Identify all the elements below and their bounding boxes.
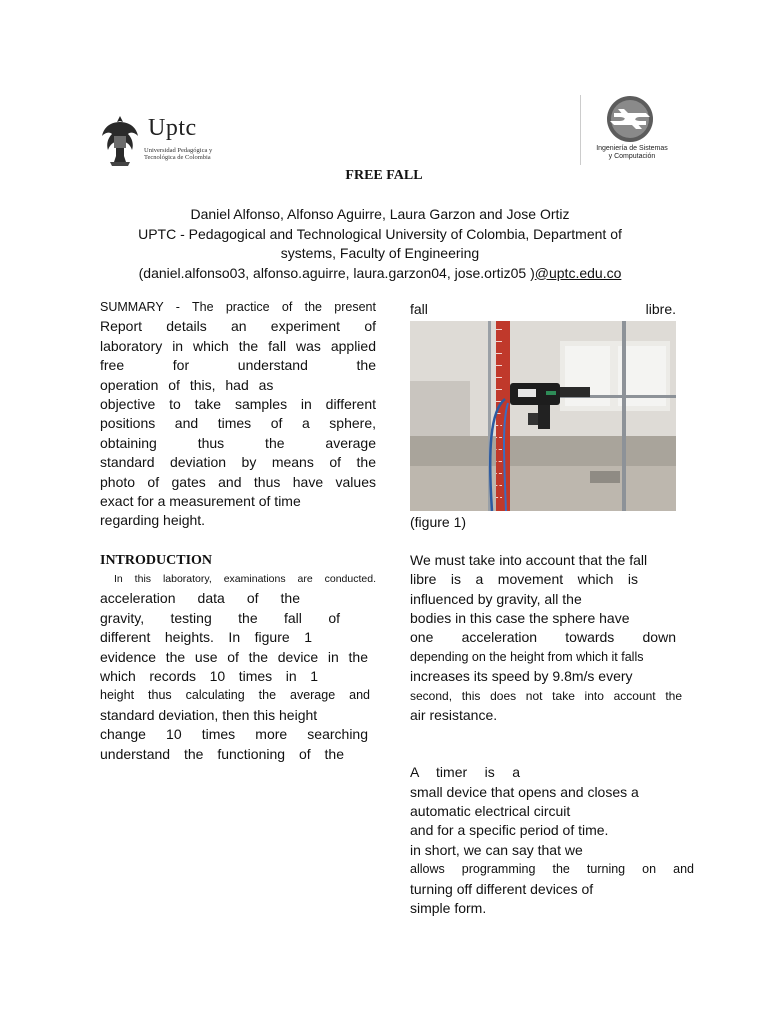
- left-column: [100, 298, 376, 764]
- summary-line: operation of this, had as: [100, 376, 274, 393]
- introduction-line: change 10 times more searching: [100, 726, 368, 743]
- logo-divider: [580, 95, 581, 165]
- summary-line: standard deviation by means of the: [100, 454, 376, 471]
- timer-paragraph: [410, 763, 694, 918]
- summary-line: laboratory in which the fall was applied: [100, 337, 376, 354]
- gravity-line: libre is a movement which is: [410, 571, 638, 588]
- summary-line: photo of gates and thus have values: [100, 473, 376, 490]
- summary-line: regarding height.: [100, 512, 206, 529]
- figure-1-photo: [410, 321, 676, 511]
- summary-line: exact for a measurement of time: [100, 492, 301, 509]
- introduction-line: which records 10 times in 1: [100, 668, 318, 685]
- gravity-line: We must take into account that the fall: [410, 551, 648, 568]
- timer-line: in short, we can say that we: [410, 841, 583, 858]
- timer-line: turning off different devices of: [410, 880, 594, 897]
- gravity-line: bodies in this case the sphere have: [410, 609, 630, 626]
- summary-line: Report details an experiment of: [100, 318, 376, 335]
- uptc-logo-text: Uptc: [148, 115, 197, 141]
- gravity-paragraph: [410, 551, 682, 726]
- uptc-logo-subtitle: Universidad Pedagógica y Tecnológica de Colombia: [144, 147, 213, 161]
- timer-line: simple form.: [410, 900, 487, 917]
- gravity-line: depending on the height from which it falls: [410, 649, 644, 664]
- summary-line: objective to take samples in different: [100, 395, 376, 412]
- gravity-line: one acceleration towards down: [410, 629, 676, 646]
- lab-apparatus-illustration: [410, 321, 676, 511]
- author-block: [100, 205, 660, 283]
- introduction-line: evidence the use of the device in the: [100, 648, 368, 665]
- author-names: Daniel Alfonso, Alfonso Aguirre, Laura Garzon and Jose Ortiz: [190, 206, 570, 222]
- systems-s-emblem-icon: [606, 95, 654, 143]
- introduction-paragraph: [100, 570, 376, 764]
- gravity-line: influenced by gravity, all the: [410, 590, 582, 607]
- timer-line: small device that opens and closes a: [410, 783, 639, 800]
- gravity-line: second, this does not take into account the: [410, 688, 682, 703]
- timer-line: allows programming the turning on and: [410, 862, 694, 877]
- systems-engineering-logo: [580, 95, 680, 167]
- timer-line: A timer is a: [410, 764, 520, 781]
- introduction-line: acceleration data of the: [100, 590, 300, 607]
- summary-line: SUMMARY - The practice of the present: [100, 300, 376, 314]
- continuation-line: fall libre.: [410, 301, 676, 317]
- eagle-crest-icon: [100, 112, 140, 166]
- introduction-line: height thus calculating the average and: [100, 688, 370, 703]
- introduction-line: In this laboratory, examinations are conducted.: [114, 573, 376, 586]
- gravity-line: increases its speed by 9.8m/s every: [410, 668, 633, 685]
- uptc-logo: [100, 112, 220, 166]
- right-column: [410, 300, 694, 918]
- affiliation-line-2: systems, Faculty of Engineering: [280, 245, 480, 261]
- summary-line: obtaining thus the average: [100, 434, 376, 451]
- introduction-line: understand the functioning of the: [100, 745, 344, 762]
- email-domain-link[interactable]: @uptc.edu.co: [534, 264, 622, 281]
- introduction-line: standard deviation, then this height: [100, 706, 318, 723]
- introduction-line: different heights. In figure 1: [100, 629, 312, 646]
- summary-paragraph: [100, 298, 376, 531]
- introduction-heading: INTRODUCTION: [100, 552, 213, 568]
- author-emails: [100, 264, 660, 284]
- summary-line: free for understand the: [100, 357, 376, 374]
- timer-line: automatic electrical circuit: [410, 803, 571, 820]
- figure-1-caption: (figure 1): [410, 514, 467, 531]
- gravity-line: air resistance.: [410, 706, 498, 723]
- timer-line: and for a specific period of time.: [410, 822, 609, 839]
- affiliation-line-1: UPTC - Pedagogical and Technological University of Colombia, Department of: [138, 225, 622, 242]
- systems-logo-caption: Ingeniería de Sistemas y Computación: [596, 145, 668, 160]
- summary-line: positions and times of a sphere,: [100, 415, 376, 432]
- emails-prefix: (daniel.alfonso03, alfonso.aguirre, laura.garzon04, jose.ortiz05 ): [138, 264, 535, 281]
- paper-title: FREE FALL: [345, 168, 423, 183]
- introduction-line: gravity, testing the fall of: [100, 609, 340, 626]
